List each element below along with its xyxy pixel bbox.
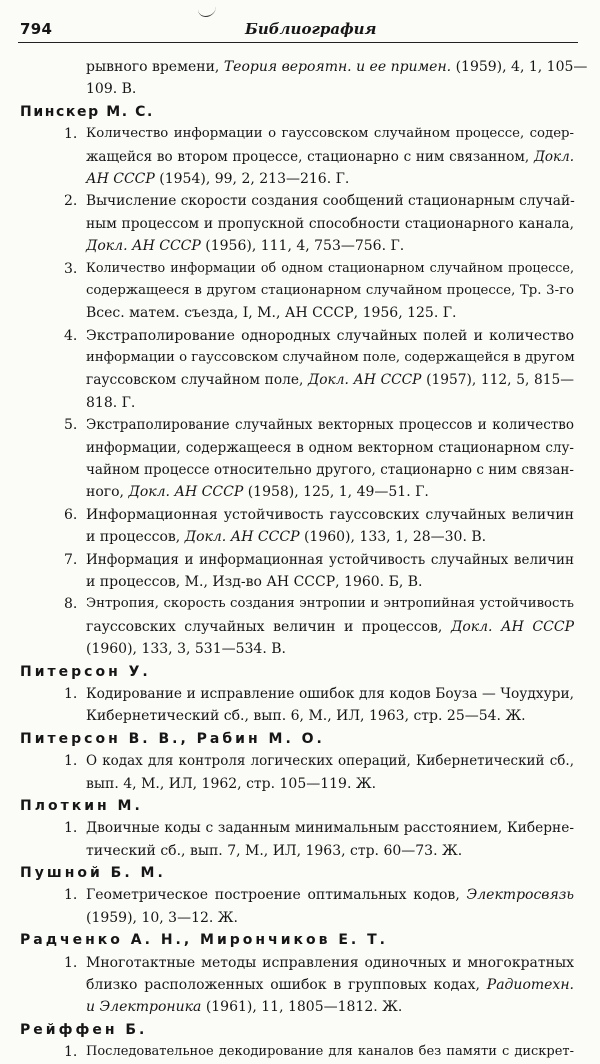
entry-number: 8. (64, 596, 78, 613)
author-heading: Питерсон В. В., Рабин М. О. (20, 730, 325, 747)
bibliography-body (0, 56, 600, 1064)
entry-number: 6. (64, 506, 78, 523)
text-line: Количество информации об одном стационарном случайном процессе, (86, 260, 574, 276)
continuation-line (0, 78, 600, 100)
bib-entry (0, 325, 600, 415)
author-heading: Пушной Б. М. (20, 865, 166, 882)
author-heading: Плоткин М. (20, 797, 143, 814)
bib-entry (0, 952, 600, 1019)
text-line: О кодах для контроля логических операций, Кибернетический сб., (86, 753, 574, 770)
journal-title: Докл. АН СССР (86, 238, 201, 255)
entry-number: 3. (64, 260, 78, 277)
text-fragment: (1954), 99, 2, 213—216. Г. (159, 170, 350, 187)
text-line: Кибернетический сб., вып. 6, М., ИЛ, 1963, стр. 25—54. Ж. (86, 708, 526, 725)
text-fragment: и процессов, (86, 529, 181, 546)
author-heading: Пинскер М. С. (20, 103, 154, 120)
text-line: Всес. матем. съезда, I, М., АН СССР, 1956, 125. Г. (86, 305, 457, 322)
text-line (86, 146, 574, 168)
bib-entry (0, 683, 600, 728)
journal-title: Докл. (533, 148, 574, 165)
journal-title: Электросвязь (466, 887, 574, 904)
entry-number: 7. (64, 551, 78, 568)
scan-mark (198, 4, 216, 17)
text-fragment: (1961), 11, 1805—1812. Ж. (205, 999, 403, 1016)
entry-number: 1. (64, 887, 78, 904)
entry-number: 4. (64, 327, 78, 344)
bib-entry (0, 593, 600, 660)
entry-number: 1. (64, 753, 78, 770)
bib-entry (0, 884, 600, 929)
text-line (86, 616, 574, 638)
text-line (86, 235, 574, 257)
text-line: (1960), 133, 3, 531—534. В. (86, 641, 286, 658)
text-line (86, 884, 574, 906)
text-fragment: (1956), 111, 4, 753—756. Г. (205, 238, 405, 255)
text-line: Двоичные коды с заданным минимальным расстоянием, Киберне- (86, 820, 574, 837)
text-fragment: 109. В. (86, 81, 137, 98)
bib-entry (0, 750, 600, 795)
bib-entry (0, 817, 600, 862)
text-line: (1959), 10, 3—12. Ж. (86, 909, 238, 926)
text-line: чайном процессе относительно другого, стационарно с ним связан- (86, 462, 574, 479)
entry-number: 1. (64, 820, 78, 837)
text-line: Энтропия, скорость создания энтропии и энтропийная устойчивость (86, 596, 574, 612)
text-line: Последовательное декодирование для каналов без памяти с дискрет- (86, 1044, 574, 1060)
bib-entry (0, 1041, 600, 1063)
journal-title: Докл. АН СССР (450, 618, 574, 635)
text-line: информации о гауссовском случайном поле, содержащейся в другом (86, 350, 575, 366)
text-fragment: Геометрическое построение оптимальных кодов, (86, 887, 460, 904)
text-line: 818. Г. (86, 394, 136, 411)
bib-entry (0, 414, 600, 504)
text-fragment: жащейся во втором процессе, стационарно с ним связанном, (86, 148, 530, 165)
text-fragment: (1958), 125, 1, 49—51. Г. (247, 484, 429, 501)
text-line: Кодирование и исправление ошибок для кодов Боуза — Чоудхури, (86, 685, 574, 702)
text-line: содержащееся в другом стационарном случайном процессе, Тр. 3-го (86, 282, 574, 298)
bib-entry (0, 123, 600, 190)
text-line (86, 996, 574, 1018)
entry-number: 1. (64, 954, 78, 971)
author-heading: Рейффен Б. (20, 1021, 148, 1038)
entry-number: 2. (64, 193, 78, 210)
page-number: 794 (20, 20, 53, 38)
text-line: и процессов, М., Изд-во АН СССР, 1960. Б, В. (86, 573, 423, 590)
running-title: Библиография (245, 20, 377, 38)
text-fragment: (1960), 133, 1, 28—30. В. (303, 529, 487, 546)
text-line: ным процессом и пропускной способности стационарного канала, (86, 215, 574, 232)
text-fragment: (1957), 112, 5, 815— (426, 372, 574, 389)
entry-number: 5. (64, 417, 78, 434)
bib-entry (0, 190, 600, 257)
continuation-line (0, 56, 600, 78)
journal-title: Докл. АН СССР (128, 484, 244, 501)
entry-number: 1. (64, 685, 78, 702)
text-line (86, 369, 574, 391)
author-heading: Питерсон У. (20, 663, 151, 680)
bib-entry (0, 258, 600, 325)
journal-title: Теория вероятн. и ее примен. (223, 59, 452, 75)
text-line: Информационная устойчивость гауссовских случайных величин (86, 506, 574, 523)
page-header (0, 0, 600, 42)
text-line: тический сб., вып. 7, М., ИЛ, 1963, стр. 60—73. Ж. (86, 842, 463, 859)
journal-title: Радиотехн. (486, 977, 574, 994)
text-fragment: (1959), 4, 1, 105— (455, 59, 588, 75)
author-heading: Радченко А. Н., Мирончиков Е. Т. (20, 932, 388, 949)
bib-entry (0, 549, 600, 594)
text-line: информации, содержащееся в одном векторном стационарном слу- (86, 439, 574, 456)
text-line (86, 526, 574, 548)
journal-title: Докл. АН СССР (308, 372, 422, 389)
header-rule (18, 42, 578, 43)
journal-title: и Электроника (86, 999, 202, 1016)
text-fragment: гауссовском случайном поле, (86, 372, 304, 389)
text-fragment: близко расположенных ошибок в групповых кодах, (86, 977, 480, 994)
entry-number: 1. (64, 1044, 78, 1061)
text-line: Экстраполирование случайных векторных процессов и количество (86, 417, 574, 434)
text-line: Экстраполирование однородных случайных полей и количество (86, 327, 574, 344)
text-line (86, 974, 574, 996)
bib-entry (0, 504, 600, 549)
text-fragment: ного, (86, 484, 124, 501)
text-line (86, 481, 574, 503)
text-line: вып. 4, М., ИЛ, 1962, стр. 105—119. Ж. (86, 775, 377, 792)
journal-title: Докл. АН СССР (184, 529, 300, 546)
text-line (86, 168, 574, 190)
entry-number: 1. (64, 126, 78, 143)
text-fragment: рывного времени, (86, 59, 220, 75)
text-line: Количество информации о гауссовском случайном процессе, содер- (86, 126, 574, 142)
text-line: Многотактные методы исправления одиночных и многократных (86, 954, 574, 971)
text-line: Вычисление скорости создания сообщений стационарным случай- (86, 193, 575, 210)
journal-title: АН СССР (86, 170, 155, 187)
text-line: Информация и информационная устойчивость случайных величин (86, 551, 574, 568)
text-fragment: гауссовских случайных величин и процессов, (86, 618, 443, 635)
